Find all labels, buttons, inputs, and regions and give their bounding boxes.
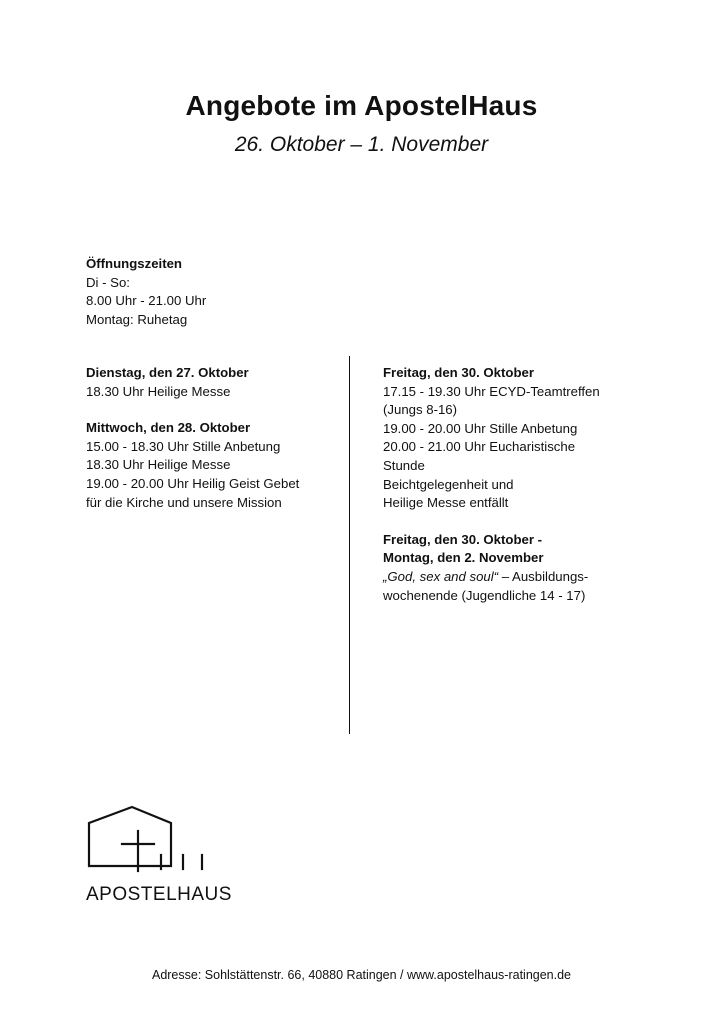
day-heading-friday: Freitag, den 30. Oktober [383,365,534,380]
day-heading-weekend-start: Freitag, den 30. Oktober - [383,531,543,547]
logo-wordmark: APOSTELHAUS [86,884,232,905]
opening-line: 8.00 Uhr - 21.00 Uhr [86,293,207,309]
opening-line: Montag: Ruhetag [86,311,188,327]
schedule-line: Stunde [383,457,425,473]
schedule-line: 18.30 Uhr Heilige Messe [86,383,231,399]
schedule-line: Heilige Messe entfällt [383,495,509,511]
footer-address: Adresse: Sohlstättenstr. 66, 40880 Ratingen / www.apostelhaus-ratingen.de [151,968,571,982]
event-title: „God, sex and soul“ [383,568,499,584]
event-title-rest: – Ausbildungs- [498,568,589,584]
schedule-line: 20.00 - 21.00 Uhr Eucharistische [383,439,576,455]
schedule-line: 15.00 - 18.30 Uhr Stille Anbetung [86,438,281,454]
day-heading-tuesday: Dienstag, den 27. Oktober [86,365,249,380]
day-heading-wednesday: Mittwoch, den 28. Oktober [86,420,251,436]
schedule-line: 19.00 - 20.00 Uhr Heilig Geist Gebet [86,475,300,491]
schedule-line: 18.30 Uhr Heilige Messe [86,457,231,473]
schedule-line: 17.15 - 19.30 Uhr ECYD-Teamtreffen [383,383,600,399]
column-divider [349,356,350,734]
event-line: wochenende (Jugendliche 14 - 17) [383,587,586,603]
right-schedule-column [383,364,683,605]
opening-line: Di - So: [86,274,130,290]
day-heading-weekend-end: Montag, den 2. November [383,550,544,566]
page-title: Angebote im ApostelHaus [185,90,538,121]
date-range-subtitle: 26. Oktober – 1. November [234,133,489,156]
schedule-line: Beichtgelegenheit und [383,476,514,492]
schedule-line: für die Kirche und unsere Mission [86,494,282,510]
schedule-line: 19.00 - 20.00 Uhr Stille Anbetung [383,420,578,436]
house-cross-icon [86,803,216,873]
left-schedule-column [86,364,336,512]
opening-hours-block [86,255,206,329]
schedule-line: (Jungs 8-16) [383,402,458,418]
event-line [383,568,683,587]
opening-hours-heading: Öffnungszeiten [86,256,182,271]
